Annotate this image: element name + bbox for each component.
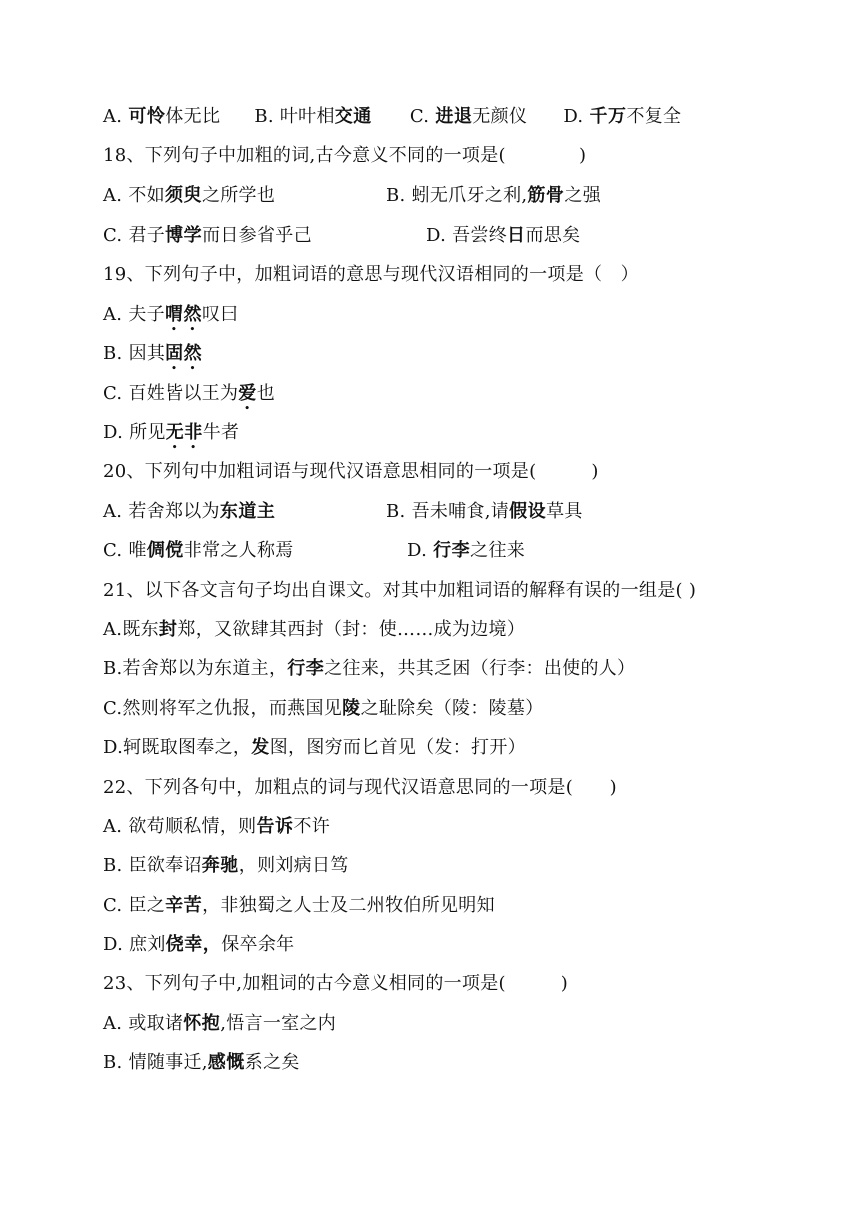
text: 非常之人称焉 xyxy=(183,540,294,561)
text: 之所学也 xyxy=(201,185,276,206)
bold-word: 感慨 xyxy=(207,1052,245,1073)
text: 而思矣 xyxy=(525,225,581,246)
q23-stem: 23、下列句子中,加粗词的古今意义相同的一项是( ) xyxy=(103,973,569,994)
q22-stem: 22、下列各句中，加粗点的词与现代汉语意思同的一项是( ) xyxy=(103,777,617,798)
bold-word: 告诉 xyxy=(256,816,294,837)
text: B. 蚓无爪牙之利, xyxy=(386,185,528,206)
text: 也 xyxy=(256,383,276,404)
q22-option-a xyxy=(103,815,330,839)
text: 郑，又欲肆其西封（封：使……成为边境） xyxy=(177,619,526,640)
text: 之往来，共其乏困（行李：出使的人） xyxy=(324,658,636,679)
text: A. 或取诸 xyxy=(103,1013,184,1034)
dotted-word: 爱 xyxy=(238,383,257,404)
text: 草具 xyxy=(546,501,583,522)
q18-options-cd xyxy=(103,224,580,248)
text: B. 情随事迁, xyxy=(103,1052,208,1073)
dotted-word: 喟然 xyxy=(164,304,202,325)
text: ,悟言一室之内 xyxy=(220,1013,337,1034)
bold-word: 日 xyxy=(507,225,526,246)
text: C. 君子 xyxy=(103,225,166,246)
text: 而日参省乎己 xyxy=(202,225,312,246)
bold-word: 怀抱 xyxy=(183,1013,221,1034)
text: 体无比 xyxy=(165,106,221,127)
text: A.既东 xyxy=(103,619,159,640)
bold-word: 倜傥 xyxy=(146,540,184,561)
text: 系之矣 xyxy=(244,1052,300,1073)
text: C. xyxy=(409,106,436,127)
text: D. 庶刘 xyxy=(103,934,166,955)
q21-option-c xyxy=(103,697,544,721)
text: B. 叶叶相 xyxy=(254,106,335,127)
text: A. xyxy=(103,106,129,127)
bold-word: 博学 xyxy=(165,225,203,246)
text: 叹曰 xyxy=(201,304,239,325)
q23-option-a xyxy=(103,1012,336,1036)
q17-option-d xyxy=(563,105,681,129)
q20-stem: 20、下列句中加粗词语与现代汉语意思相同的一项是( ) xyxy=(103,461,599,482)
q20-options-ab xyxy=(103,500,583,524)
q17-options-line xyxy=(103,105,681,129)
q19-option-a xyxy=(103,303,239,335)
text: D. 吾尝终 xyxy=(426,225,508,246)
text: 不复全 xyxy=(626,106,682,127)
q19-stem: 19、下列句子中，加粗词语的意思与现代汉语相同的一项是（ ） xyxy=(103,264,639,285)
q21-option-a xyxy=(103,618,525,642)
text: 之耻除矣（陵：陵墓） xyxy=(360,698,544,719)
bold-word: 千万 xyxy=(589,106,627,127)
text: B. 臣欲奉诏 xyxy=(103,855,202,876)
text: 不许 xyxy=(293,816,331,837)
bold-word: 行李 xyxy=(433,540,471,561)
text: D. 所见 xyxy=(103,422,166,443)
q21-option-d xyxy=(103,736,526,760)
text: B. 因其 xyxy=(103,343,166,364)
text: C. 臣之 xyxy=(103,895,166,916)
q18-stem: 18、下列句子中加粗的词,古今意义不同的一项是( ) xyxy=(103,145,587,166)
q20-option-c xyxy=(103,539,407,563)
dotted-word: 无非 xyxy=(165,422,203,443)
q23-option-b xyxy=(103,1051,300,1075)
text: 保卒余年 xyxy=(221,934,295,955)
q22-option-d xyxy=(103,933,294,957)
text: A. 若舍郑以为 xyxy=(103,501,220,522)
q21-option-b xyxy=(103,657,635,681)
q18-options-ab xyxy=(103,184,601,208)
bold-word: 奔驰 xyxy=(201,855,239,876)
text: 无颜仪 xyxy=(472,106,528,127)
bold-word: 行李 xyxy=(287,658,325,679)
text: C. 百姓皆以王为 xyxy=(103,383,239,404)
text: D.轲既取图奉之， xyxy=(103,737,252,758)
q18-option-a xyxy=(103,184,386,208)
bold-word: 封 xyxy=(158,619,178,640)
bold-word: 交通 xyxy=(334,106,372,127)
dotted-word: 固然 xyxy=(165,343,203,364)
bold-word: 陵 xyxy=(342,698,361,719)
q22-option-b xyxy=(103,854,349,878)
q19-option-c xyxy=(103,382,275,414)
bold-word: 辛苦 xyxy=(165,895,203,916)
text: D. xyxy=(563,106,590,127)
bold-word: 可怜 xyxy=(128,106,166,127)
text: B. 吾未哺食,请 xyxy=(386,501,510,522)
q19-option-d xyxy=(103,421,239,453)
bold-word: 进退 xyxy=(435,106,473,127)
bold-word: 发 xyxy=(251,737,270,758)
text: ，非独蜀之人士及二州牧伯所见明知 xyxy=(202,895,495,916)
q19-option-b xyxy=(103,342,202,374)
q20-option-d xyxy=(407,539,525,563)
q17-option-a xyxy=(103,105,220,129)
q18-option-b xyxy=(386,184,601,208)
text: 牛者 xyxy=(202,422,240,443)
text: C.然则将军之仇报，而燕国见 xyxy=(103,698,343,719)
q17-option-b xyxy=(254,105,371,129)
text: 图，图穷而匕首见（发：打开） xyxy=(269,737,526,758)
text: A. 不如 xyxy=(103,185,165,206)
q18-option-d xyxy=(426,224,580,248)
text: 之强 xyxy=(564,185,602,206)
bold-word: 侥幸， xyxy=(165,934,222,955)
q20-option-b xyxy=(386,500,583,524)
text: ，则刘病日笃 xyxy=(238,855,349,876)
q20-option-a xyxy=(103,500,386,524)
q21-stem: 21、以下各文言句子均出自课文。对其中加粗词语的解释有误的一组是( ) xyxy=(103,580,697,601)
text: D. xyxy=(407,540,434,561)
bold-word: 东道主 xyxy=(219,501,276,522)
text: A. 夫子 xyxy=(103,304,165,325)
text: 之往来 xyxy=(470,540,526,561)
q22-option-c xyxy=(103,894,495,918)
q20-options-cd xyxy=(103,539,525,563)
text: A. 欲苟顺私情，则 xyxy=(103,816,257,837)
bold-word: 假设 xyxy=(509,501,547,522)
q17-option-c xyxy=(410,105,527,129)
q18-option-c xyxy=(103,224,426,248)
bold-word: 须臾 xyxy=(164,185,202,206)
bold-word: 筋骨 xyxy=(527,185,565,206)
text: C. 唯 xyxy=(103,540,147,561)
text: B.若舍郑以为东道主， xyxy=(103,658,288,679)
